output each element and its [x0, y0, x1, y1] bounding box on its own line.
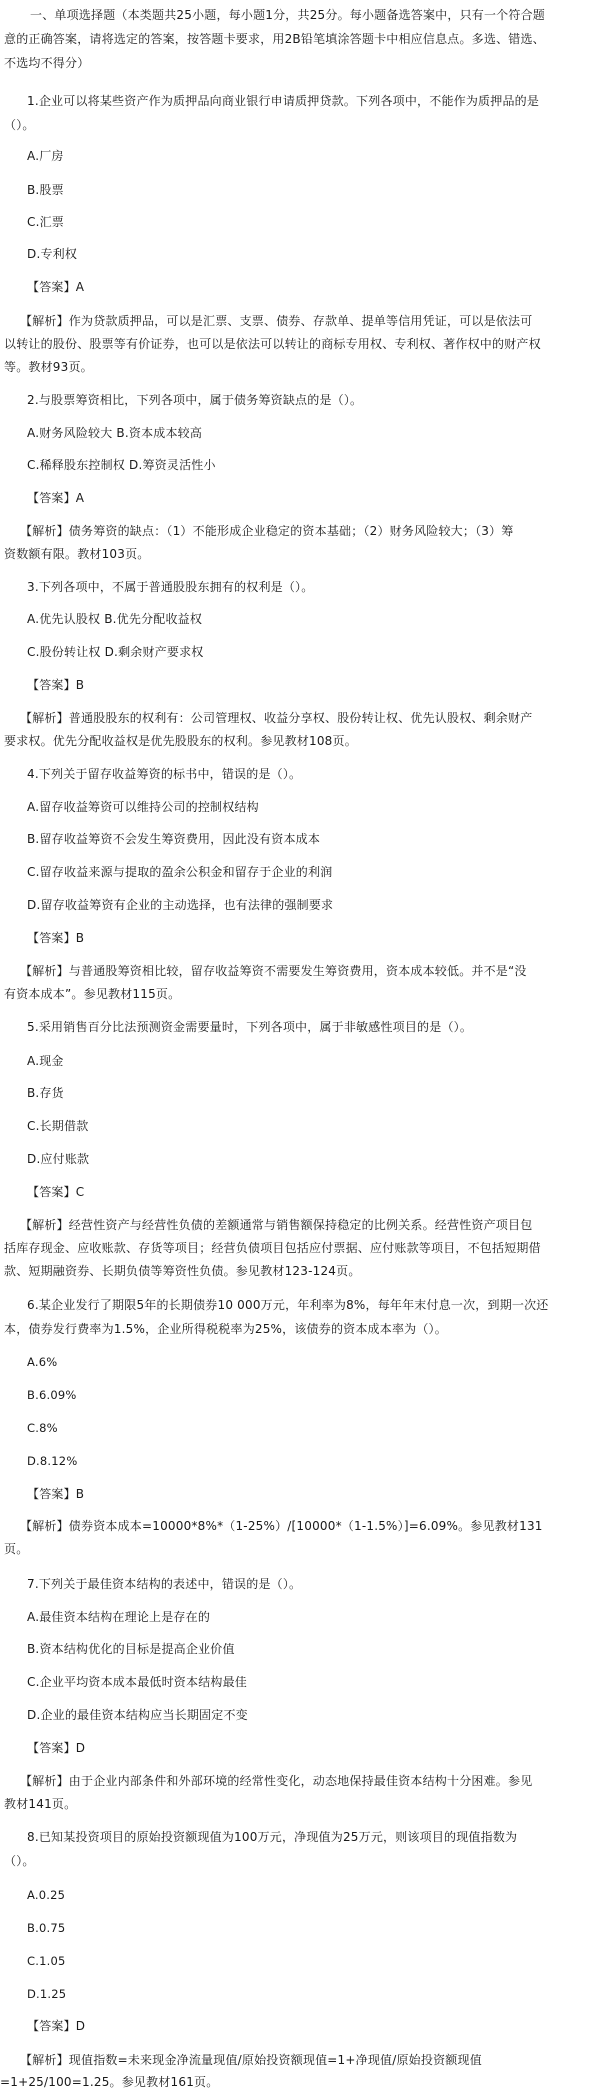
- q4-option-d: D.留存收益筹资有企业的主动选择，也有法律的强制要求: [27, 898, 334, 912]
- q1-analysis-line-2: 以转让的股份、股票等有价证券，也可以是依法可以转让的商标专用权、专利权、著作权中的财产权: [4, 337, 541, 351]
- q7-stem-line-1: 7.下列关于最佳资本结构的表述中，错误的是（）。: [27, 1577, 302, 1591]
- q3-option-cd: C.股份转让权 D.剩余财产要求权: [27, 645, 204, 659]
- q6-stem-line-1: 6.某企业发行了期限5年的长期债券10 000万元，年利率为8%，每年年末付息一次，到期一次还: [27, 1298, 549, 1312]
- q6-analysis-line-2: 页。: [4, 1542, 29, 1556]
- q7-option-d: D.企业的最佳资本结构应当长期固定不变: [27, 1708, 248, 1722]
- q7-option-b: B.资本结构优化的目标是提高企业价值: [27, 1642, 235, 1656]
- q6-option-d: D.8.12%: [27, 1454, 78, 1468]
- q1-answer: 【答案】A: [27, 280, 85, 294]
- q6-option-b: B.6.09%: [27, 1388, 77, 1402]
- q7-analysis-line-2: 教材141页。: [4, 1797, 77, 1811]
- q2-analysis-line-1: 【解析】债务筹资的缺点：（1）不能形成企业稳定的资本基础；（2）财务风险较大；（3）筹: [20, 524, 514, 538]
- q5-analysis-line-1: 【解析】经营性资产与经营性负债的差额通常与销售额保持稳定的比例关系。经营性资产项目包: [20, 1218, 533, 1232]
- q1-analysis-line-3: 等。教材93页。: [4, 360, 93, 374]
- q5-option-a: A.现金: [27, 1054, 64, 1068]
- q2-option-cd: C.稀释股东控制权 D.筹资灵活性小: [27, 458, 216, 472]
- q5-stem-line-1: 5.采用销售百分比法预测资金需要量时，下列各项中，属于非敏感性项目的是（）。: [27, 1020, 473, 1034]
- section-header-line-2: 意的正确答案，请将选定的答案，按答题卡要求，用2B铅笔填涂答题卡中相应信息点。多选、错选、: [4, 32, 545, 46]
- q4-analysis-line-2: 有资本成本”。参见教材115页。: [4, 987, 181, 1001]
- q7-option-a: A.最佳资本结构在理论上是存在的: [27, 1610, 211, 1624]
- q5-analysis-line-3: 款、短期融资券、长期负债等筹资性负债。参见教材123-124页。: [4, 1264, 361, 1278]
- section-header-line-3: 不选均不得分）: [4, 56, 90, 70]
- q8-answer: 【答案】D: [27, 2019, 86, 2033]
- q8-stem-line-2: （）。: [4, 1854, 35, 1868]
- q1-option-a: A.厂房: [27, 149, 64, 163]
- q7-answer: 【答案】D: [27, 1741, 86, 1755]
- q6-option-c: C.8%: [27, 1421, 58, 1435]
- q5-option-d: D.应付账款: [27, 1152, 90, 1166]
- q2-analysis-line-2: 资数额有限。教材103页。: [4, 547, 150, 561]
- q2-option-ab: A.财务风险较大 B.资本成本较高: [27, 426, 203, 440]
- q4-stem-line-1: 4.下列关于留存收益筹资的标书中，错误的是（）。: [27, 767, 302, 781]
- q5-analysis-line-2: 括库存现金、应收账款、存货等项目；经营负债项目包括应付票据、应付账款等项目，不包括短期借: [4, 1241, 541, 1255]
- q5-option-c: C.长期借款: [27, 1119, 89, 1133]
- q1-stem-line-1: 1.企业可以将某些资产作为质押品向商业银行申请质押贷款。下列各项中，不能作为质押品的是: [27, 94, 540, 108]
- q8-analysis-line-1: 【解析】现值指数=未来现金净流量现值/原始投资额现值=1+净现值/原始投资额现值: [20, 2053, 482, 2067]
- q4-option-a: A.留存收益筹资可以维持公司的控制权结构: [27, 800, 259, 814]
- q2-answer: 【答案】A: [27, 491, 85, 505]
- q3-option-ab: A.优先认股权 B.优先分配收益权: [27, 612, 203, 626]
- q6-analysis-line-1: 【解析】债券资本成本=10000*8%*（1-25%）/[10000*（1-1.5%）]=6.09%。参见教材131: [20, 1519, 543, 1533]
- q4-option-c: C.留存收益来源与提取的盈余公积金和留存于企业的利润: [27, 865, 333, 879]
- q3-analysis-line-2: 要求权。优先分配收益权是优先股股东的权利。参见教材108页。: [4, 734, 357, 748]
- q8-option-d: D.1.25: [27, 1987, 67, 2001]
- q8-option-a: A.0.25: [27, 1888, 66, 1902]
- q8-analysis-line-2: =1+25/100=1.25。参见教材161页。: [0, 2075, 219, 2089]
- q6-answer: 【答案】B: [27, 1487, 85, 1501]
- q1-stem-line-2: （）。: [4, 118, 35, 132]
- q3-answer: 【答案】B: [27, 678, 85, 692]
- q7-option-c: C.企业平均资本成本最低时资本结构最佳: [27, 1675, 247, 1689]
- q4-option-b: B.留存收益筹资不会发生筹资费用，因此没有资本成本: [27, 832, 321, 846]
- q6-option-a: A.6%: [27, 1355, 58, 1369]
- q4-analysis-line-1: 【解析】与普通股筹资相比较，留存收益筹资不需要发生筹资费用，资本成本较低。并不是“没: [20, 964, 527, 978]
- section-header-line-1: 一、单项选择题（本类题共25小题，每小题1分，共25分。每小题备选答案中，只有一个符合题: [30, 8, 545, 22]
- q3-stem-line-1: 3.下列各项中，不属于普通股股东拥有的权利是（）。: [27, 580, 314, 594]
- q1-option-d: D.专利权: [27, 247, 78, 261]
- q5-option-b: B.存货: [27, 1086, 64, 1100]
- q1-option-c: C.汇票: [27, 215, 64, 229]
- q8-stem-line-1: 8.已知某投资项目的原始投资额现值为100万元，净现值为25万元，则该项目的现值指数为: [27, 1830, 518, 1844]
- q1-option-b: B.股票: [27, 183, 64, 197]
- q8-option-c: C.1.05: [27, 1954, 66, 1968]
- q3-analysis-line-1: 【解析】普通股股东的权利有：公司管理权、收益分享权、股份转让权、优先认股权、剩余财产: [20, 711, 533, 725]
- q1-analysis-line-1: 【解析】作为贷款质押品，可以是汇票、支票、债券、存款单、提单等信用凭证，可以是依法可: [20, 314, 533, 328]
- q7-analysis-line-1: 【解析】由于企业内部条件和外部环境的经常性变化，动态地保持最佳资本结构十分困难。参见: [20, 1774, 533, 1788]
- q2-stem-line-1: 2.与股票筹资相比，下列各项中，属于债务筹资缺点的是（）。: [27, 393, 363, 407]
- q6-stem-line-2: 本，债券发行费率为1.5%，企业所得税税率为25%，该债券的资本成本率为（）。: [4, 1322, 447, 1336]
- q4-answer: 【答案】B: [27, 931, 85, 945]
- q8-option-b: B.0.75: [27, 1921, 66, 1935]
- q5-answer: 【答案】C: [27, 1185, 85, 1199]
